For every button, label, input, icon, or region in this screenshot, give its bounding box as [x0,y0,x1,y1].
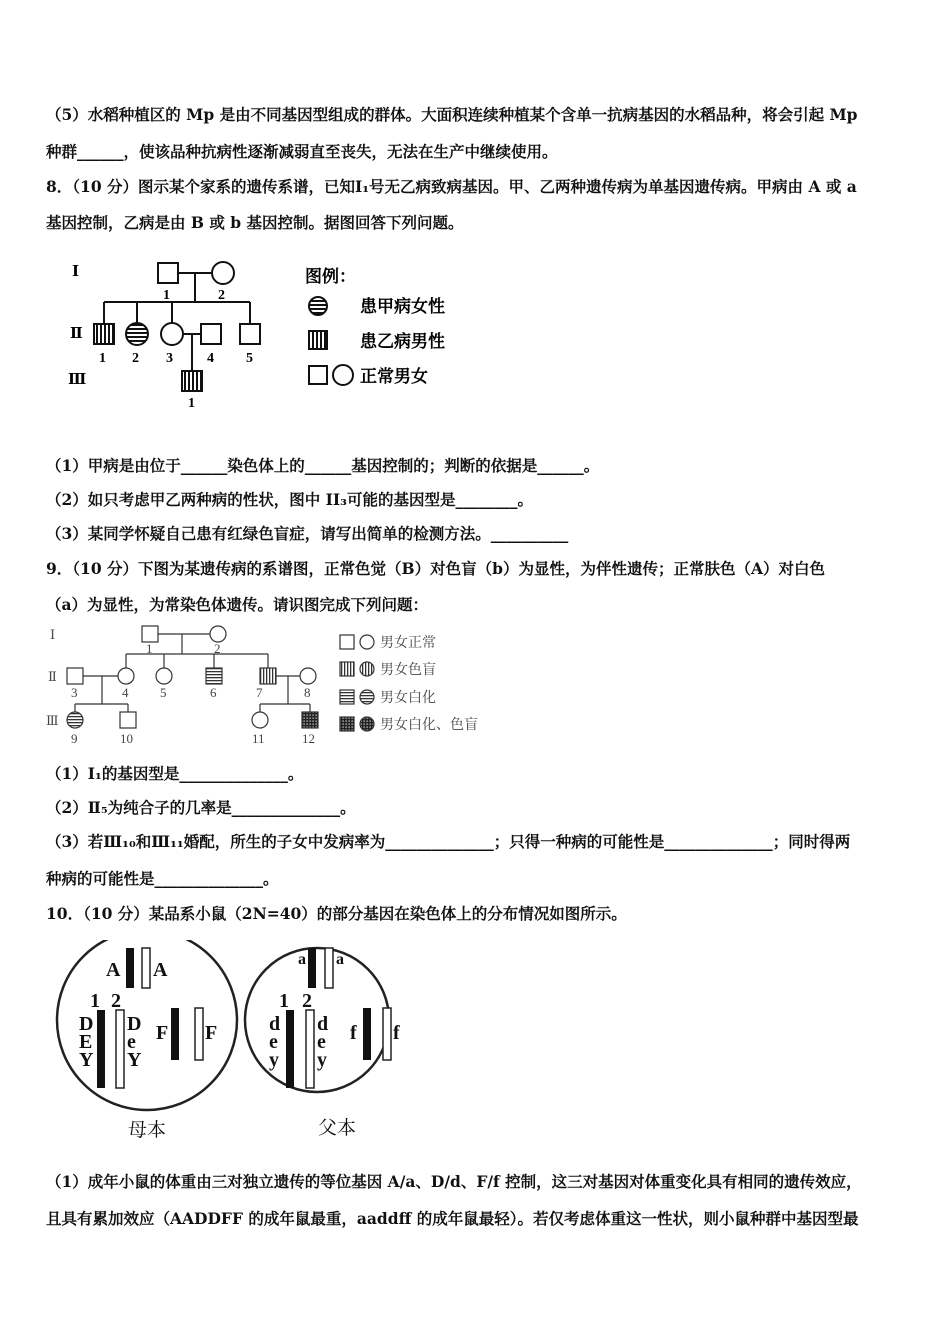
q9-legend-sym-cb-male [340,662,354,676]
q10-mother-gene-Y-left: Y [79,1049,94,1071]
q10-mother-chrom-A-white [142,948,150,988]
q8-II2-female-disease-a [126,323,148,345]
q8-stem-line1: 8．（10 分）图示某个家系的遗传系谱，已知Ⅰ₁号无乙病致病基因。甲、乙两种遗传病为单基因遗传病。甲病由 A 或 a [46,177,857,196]
q10-father-chrom-2-white [306,1010,314,1088]
q8-II5-male-normal [240,324,260,344]
q9-legend-sym-albino-female [360,690,374,704]
q10-stem: 10．（10 分）某品系小鼠（2N=40）的部分基因在染色体上的分布情况如图所示。 [46,904,627,923]
q8-legend-symbol-normal-female [333,365,353,385]
q10-mother-gene-A-right: A [153,959,168,981]
q10-mother-gene-F-right: F [205,1022,218,1044]
q9-II3-male-normal [67,668,83,684]
q9-num-3: 3 [71,685,78,700]
q9-num-8: 8 [304,685,311,700]
q9-num-12: 12 [302,731,315,746]
q10-mother-gene-E-left: E [79,1031,93,1053]
q8-legend-title: 图例： [305,267,356,286]
q9-question-3-line1: （3）若Ⅲ₁₀和Ⅲ₁₁婚配，所生的子女中发病率为______________；只得一种病的可能性是______________；同时得两 [46,832,851,851]
q9-legend-sym-both-male [340,717,354,731]
q10-father-label-1: 1 [279,990,289,1012]
q8-II3-female-normal [161,323,183,345]
q10-father-gene-d-left: d [269,1013,281,1035]
q8-question-1: （1）甲病是由位于______染色体上的______基因控制的；判断的依据是______。 [46,456,600,475]
q10-mother-label-1: 1 [90,990,100,1012]
q9-legend-item-4: 男女白化、色盲 [380,718,478,733]
q8-I-num-2: 2 [218,288,225,303]
q10-father-gene-y-left: y [269,1049,279,1071]
q10-father-chrom-f-white [383,1008,391,1060]
q10-father-gene-a-left: a [298,951,306,968]
q9-I1-male-normal [142,626,158,642]
q8-II-num-2: 2 [132,351,139,366]
q9-num-7: 7 [256,685,263,700]
q10-mother-gene-e-right: e [127,1031,136,1053]
q8-I1-male-normal [158,263,178,283]
q9-II6-male-albino [206,668,222,684]
q8-gen-label-1: Ⅰ [72,264,80,280]
q10-mother-chrom-2-white [116,1010,124,1088]
q10-father-chrom-a-white [325,948,333,988]
q8-stem-line2: 基因控制，乙病是由 B 或 b 基因控制。据图回答下列问题。 [46,213,464,232]
q8-gen-label-2: Ⅱ [70,326,83,342]
q8-question-3: （3）某同学怀疑自己患有红绿色盲症，请写出简单的检测方法。__________ [46,524,569,543]
q8-II1-male-disease-b [94,324,114,344]
q9-pedigree-figure [44,620,504,750]
q10-father-gene-e-right: e [317,1031,326,1053]
q9-III12-male-albino-colorblind [302,712,318,728]
q9-stem-line1: 9．（10 分）下图为某遗传病的系谱图，正常色觉（B）对色盲（b）为显性，为伴性遗传；正常肤色（A）对白色 [46,559,825,578]
q10-father-chrom-f-black [363,1008,371,1060]
q10-question-1-line1: （1）成年小鼠的体重由三对独立遗传的等位基因 A/a、D/d、F/f 控制，这三对基因对体重变化具有相同的遗传效应， [46,1172,862,1191]
q8-gen-label-3: Ⅲ [68,372,87,388]
q9-legend-item-3: 男女白化 [380,691,436,706]
q8-legend-symbol-normal-male [309,366,327,384]
q9-stem-line2: （a）为显性，为常染色体遗传。请识图完成下列问题： [46,595,429,614]
q7-part5-line2: 种群______，使该品种抗病性逐渐减弱直至丧失，无法在生产中继续使用。 [46,142,558,161]
q8-III1-male-disease-b [182,371,202,391]
q8-legend-symbol-b-male [309,331,327,349]
q9-legend-sym-both-female [360,717,374,731]
q8-legend-item-1: 患甲病女性 [360,297,445,316]
q10-mother-label: 母本 [128,1120,167,1141]
q10-mother-chrom-F-white [195,1008,203,1060]
q9-num-11: 11 [252,731,265,746]
q10-mother-gene-F-left: F [156,1022,169,1044]
q8-pedigree-figure [60,252,480,412]
q8-II-num-5: 5 [246,351,253,366]
q9-question-1: （1）Ⅰ₁的基因型是______________。 [46,764,304,783]
q9-III10-male-normal [120,712,136,728]
q10-mother-gene-Y-right: Y [127,1049,142,1071]
q10-mother-chrom-1-black [97,1010,105,1088]
q8-II-num-4: 4 [207,351,214,366]
q9-II7-male-colorblind [260,668,276,684]
q9-question-2: （2）Ⅱ₅为纯合子的几率是______________。 [46,798,356,817]
q8-III-num-1: 1 [188,396,195,411]
q8-I-num-1: 1 [163,288,170,303]
q10-father-gene-e-left: e [269,1031,278,1053]
q9-legend-sym-normal-male [340,635,354,649]
q10-father-label-2: 2 [302,990,312,1012]
q10-father-gene-f-left: f [350,1022,357,1044]
q10-mother-gene-D-left: D [79,1013,94,1035]
q10-chromosome-figure [50,940,410,1145]
q10-mother-chrom-A-black [126,948,134,988]
q9-II5-female-normal [156,668,172,684]
q10-father-label: 父本 [318,1118,357,1139]
q9-num-10: 10 [120,731,133,746]
q8-II4-male-normal [201,324,221,344]
q9-num-5: 5 [160,685,167,700]
q9-III9-female-albino [67,712,83,728]
q8-I2-female-normal [212,262,234,284]
q9-II8-female-normal [300,668,316,684]
q9-III11-female-normal [252,712,268,728]
q9-legend-sym-cb-female [360,662,374,676]
q10-mother-chrom-F-black [171,1008,179,1060]
q9-question-3-line2: 种病的可能性是______________。 [46,869,279,888]
q10-mother-gene-D-right: D [127,1013,142,1035]
q8-legend-item-2: 患乙病男性 [360,332,445,351]
q10-father-gene-f-right: f [393,1022,400,1044]
q10-mother-gene-A-left: A [106,959,121,981]
q10-father-gene-d-right: d [317,1013,329,1035]
q9-num-6: 6 [210,685,217,700]
q10-father-chrom-a-black [308,948,316,988]
q9-gen-label-3: Ⅲ [46,713,59,728]
q10-mother-label-2: 2 [111,990,121,1012]
q8-legend-symbol-a-female [309,297,327,315]
q9-num-9: 9 [71,731,78,746]
q9-num-4: 4 [122,685,129,700]
q9-gen-label-1: Ⅰ [50,627,56,642]
q9-legend-sym-albino-male [340,690,354,704]
q9-legend-item-2: 男女色盲 [380,663,436,678]
q9-legend-sym-normal-female [360,635,374,649]
q10-father-gene-y-right: y [317,1049,327,1071]
q8-II-num-1: 1 [99,351,106,366]
q8-II-num-3: 3 [166,351,173,366]
q8-legend-item-3: 正常男女 [360,367,428,386]
q7-part5-line1: （5）水稻种植区的 Mp 是由不同基因型组成的群体。大面积连续种植某个含单一抗病基因的水稻品种，将会引起 Mp [46,105,858,124]
q9-gen-label-2: Ⅱ [48,669,57,684]
q10-question-1-line2: 且具有累加效应（AADDFF 的成年鼠最重，aaddff 的成年鼠最轻）。若仅考虑体重这一性状，则小鼠种群中基因型最 [46,1209,859,1228]
q8-question-2: （2）如只考虑甲乙两种病的性状，图中 II₃可能的基因型是________。 [46,490,533,509]
q9-num-2: 2 [214,641,221,656]
q9-legend-item-1: 男女正常 [380,636,436,651]
q10-father-chrom-1-black [286,1010,294,1088]
q9-I2-female-normal [210,626,226,642]
q9-II4-female-normal [118,668,134,684]
q9-num-1: 1 [146,641,153,656]
q10-father-gene-a-right: a [336,951,344,968]
